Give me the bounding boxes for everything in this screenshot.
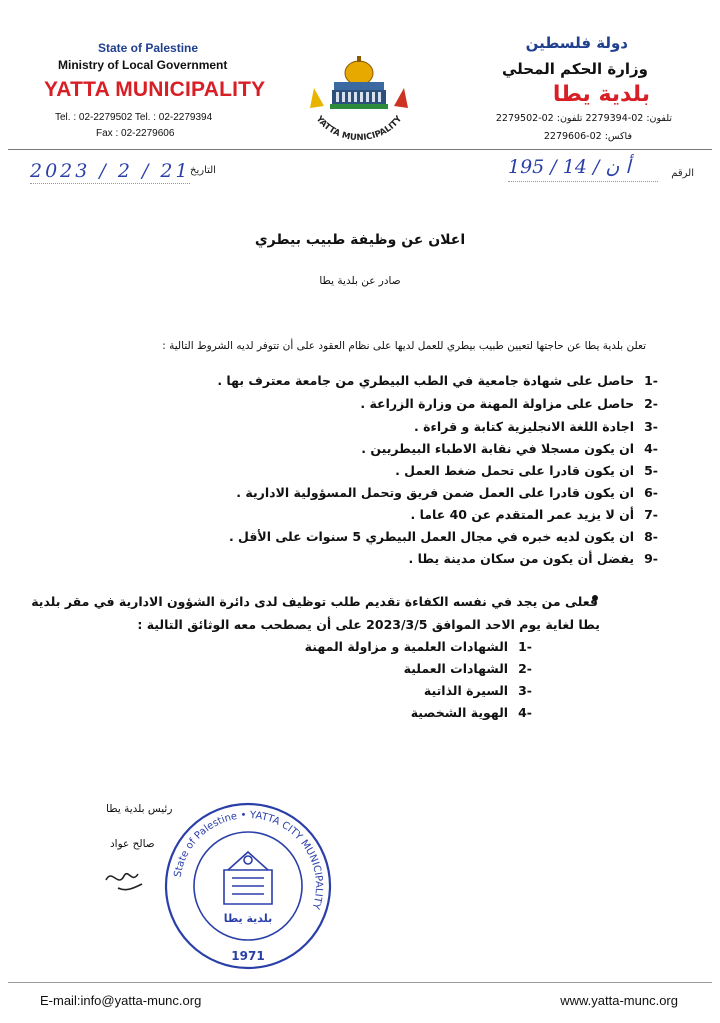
- date-label: التاريخ: [190, 165, 216, 176]
- official-seal: [162, 800, 334, 972]
- svg-text:YATTA MUNICIPALITY: [313, 113, 405, 143]
- announcement-title: اعلان عن وظيفة طبيب بيطري: [254, 232, 466, 248]
- document-item: -1الشهادات العلمية و مزاولة المهنة: [304, 639, 532, 654]
- apply-line-1: فعلى من يجد في نفسه الكفاءة تقديم طلب توظيف لدى دائرة الشؤون الادارية في مقر بلدية: [31, 594, 598, 609]
- footer-website: www.yatta-munc.org: [560, 993, 678, 1008]
- intro-paragraph: تعلن بلدية يطا عن حاجتها لتعيين طبيب بيطري للعمل لديها على نظام العقود على أن تتوفر لديه الشروط التالية :: [162, 340, 646, 352]
- seal-inner-text: بلدية يطا: [223, 912, 273, 925]
- condition-item: -6ان يكون قادرا على العمل ضمن فريق وتحمل المسؤولية الادارية .: [236, 485, 658, 500]
- arabic-phone-numbers: تلفون: 02-2279394 تلفون: 02-2279502: [495, 113, 672, 124]
- arabic-state-name: دولة فلسطين: [525, 34, 628, 52]
- document-item: -4الهوية الشخصية: [410, 705, 532, 720]
- condition-item: -8ان يكون لديه خبره في مجال العمل البيطري 5 سنوات على الأقل .: [228, 529, 658, 544]
- condition-item: -5ان يكون قادرا على تحمل ضغط العمل .: [395, 463, 658, 478]
- logo-arc-text: YATTA MUNICIPALITY: [313, 114, 405, 144]
- footer-email: E-mail:info@yatta-munc.org: [40, 993, 202, 1008]
- condition-item: -4ان يكون مسجلا في نقابة الاطباء البيطريين .: [361, 441, 658, 456]
- english-fax-number: Fax : 02-2279606: [96, 128, 175, 139]
- condition-item: -7أن لا يزيد عمر المتقدم عن 40 عاما .: [410, 507, 658, 522]
- document-item: -3السيرة الذاتية: [423, 683, 532, 698]
- document-item: -2الشهادات العملية: [403, 661, 532, 676]
- seal-year: 1971: [231, 949, 265, 963]
- reference-number-value: 195 / 14 / أ ن: [508, 156, 631, 178]
- condition-item: -9يفضل أن يكون من سكان مدينة يطا .: [408, 551, 658, 566]
- english-ministry-name: Ministry of Local Government: [58, 58, 228, 72]
- mayor-name: صالح عواد: [110, 838, 155, 850]
- announcement-subtitle: صادر عن بلدية يطا: [319, 275, 401, 287]
- reference-number-label: الرقم: [671, 168, 694, 179]
- footer-divider: [8, 982, 712, 983]
- header-divider: [8, 149, 712, 150]
- apply-line-2: يطا لغاية يوم الاحد الموافق 2023/3/5 على أن يصطحب معه الوثائق التالية :: [137, 617, 600, 632]
- english-municipality-name: YATTA MUNICIPALITY: [44, 78, 266, 101]
- english-state-name: State of Palestine: [98, 41, 199, 55]
- arabic-fax-number: فاكس: 02-2279606: [543, 131, 632, 142]
- condition-item: -3اجادة اللغة الانجليزية كتابة و قراءة .: [414, 419, 658, 434]
- mayor-title: رئيس بلدية يطا: [106, 803, 173, 815]
- arabic-ministry-name: وزارة الحكم المحلي: [501, 60, 648, 78]
- reference-dotted-line: [508, 181, 658, 182]
- date-value: 2023 / 2 / 21: [30, 160, 191, 182]
- seal-outer-text: State of Palestine • YATTA CITY MUNICIPALITY: [172, 809, 325, 911]
- condition-item: -1حاصل على شهادة جامعية في الطب البيطري من جامعة معترف بها .: [217, 373, 658, 388]
- condition-item: -2حاصل على مزاولة المهنة من وزارة الزراعة .: [360, 396, 658, 411]
- arabic-municipality-name: بلدية يطا: [552, 82, 650, 107]
- english-phone-numbers: Tel. : 02-2279502 Tel. : 02-2279394: [55, 112, 213, 123]
- handwritten-signature: [98, 858, 158, 898]
- municipality-logo: [300, 48, 418, 144]
- date-dotted-line: [30, 183, 190, 184]
